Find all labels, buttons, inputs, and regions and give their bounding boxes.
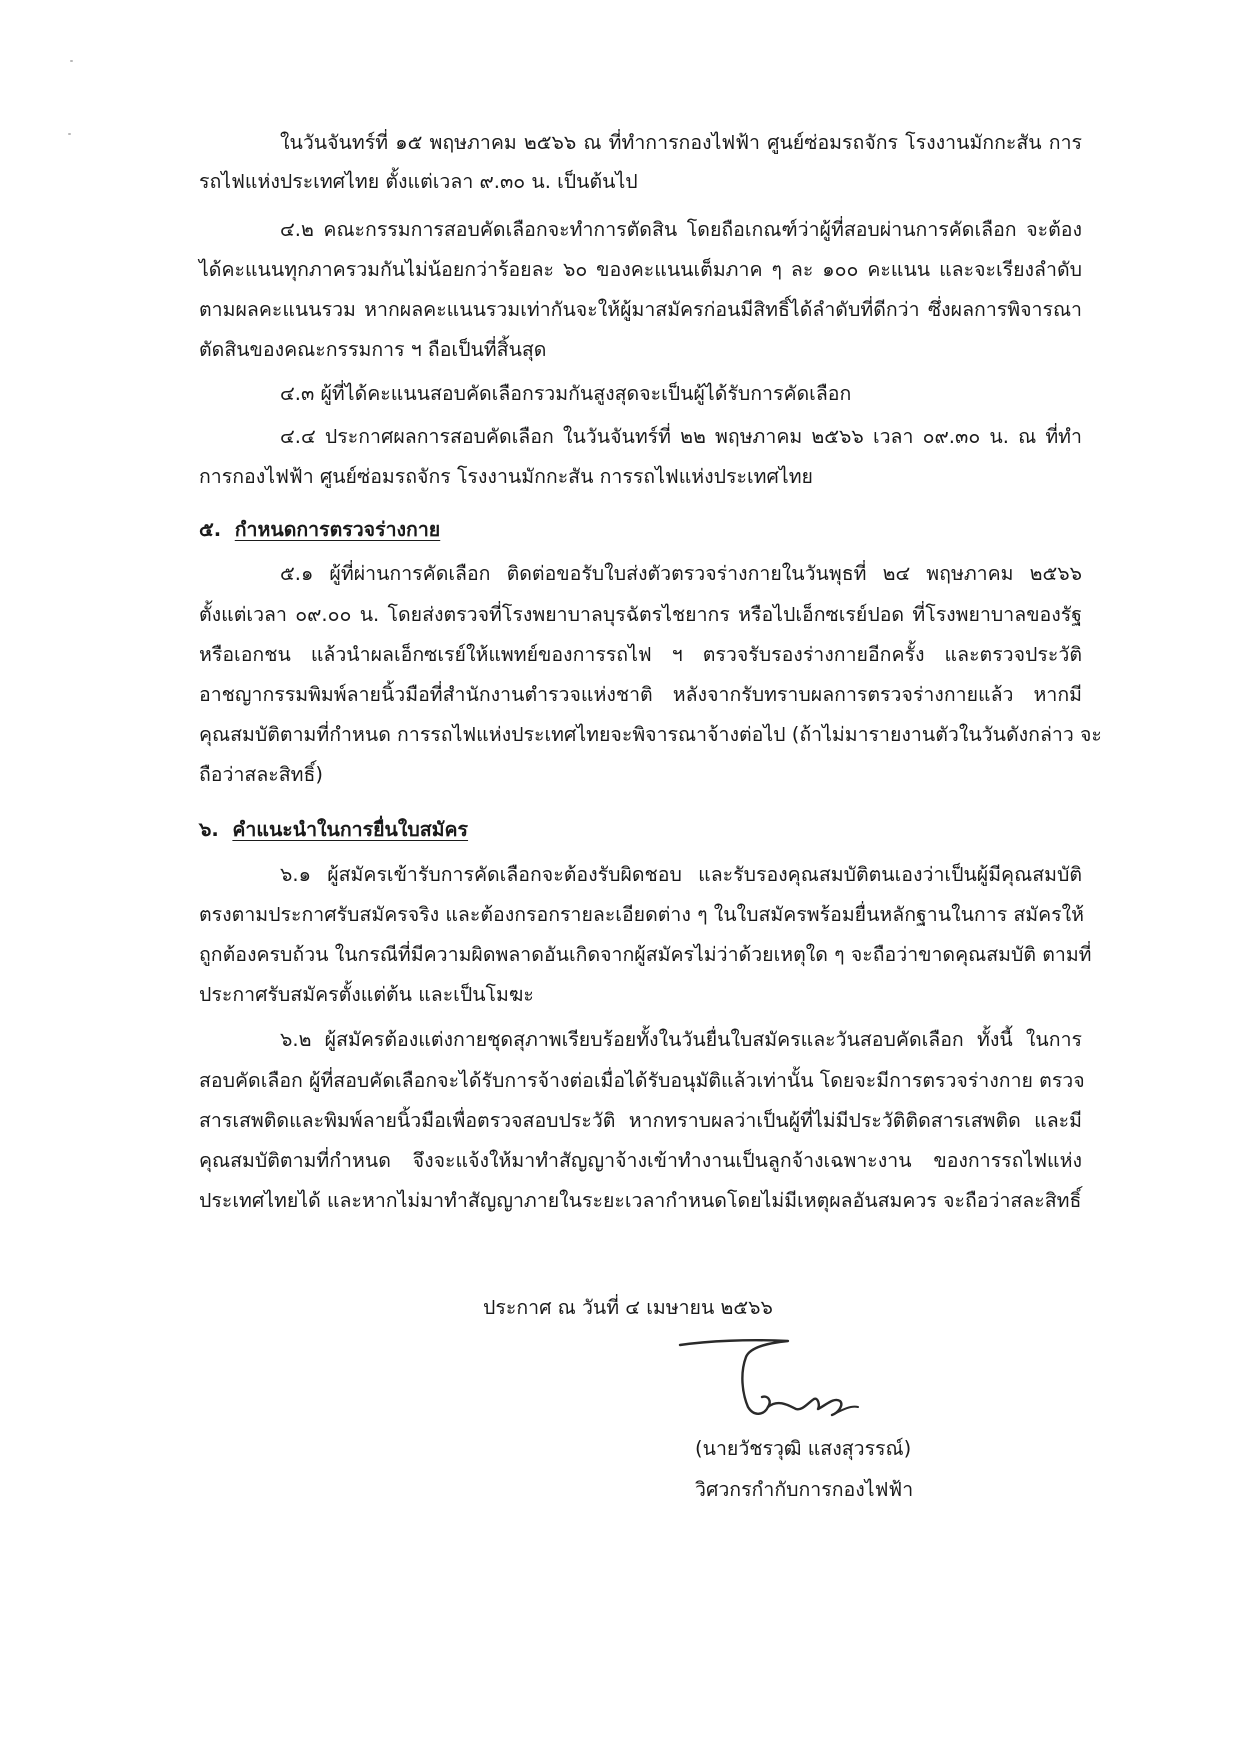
text-line: ได้คะแนนทุกภาครวมกันไม่น้อยกว่าร้อยละ ๖๐ ของคะแนนเต็มภาค ๆ ละ ๑๐๐ คะแนน และจะเรียงลำดับ xyxy=(199,258,1082,281)
text-line: ๔.๒ คณะกรรมการสอบคัดเลือกจะทำการตัดสิน โดยถือเกณฑ์ว่าผู้ที่สอบผ่านการคัดเลือก จะต้อง xyxy=(280,218,1082,241)
scan-speck xyxy=(68,133,71,135)
text-line: ตั้งแต่เวลา ๐๙.๐๐ น. โดยส่งตรวจที่โรงพยาบาลบุรฉัตรไชยากร หรือไปเอ็กซเรย์ปอด ที่โรงพยาบาลของรัฐ xyxy=(199,603,1082,626)
section-number: ๕. xyxy=(199,518,222,541)
signature-stroke xyxy=(680,1340,788,1414)
section-number: ๖. xyxy=(199,818,219,841)
text-line: ๖.๒ ผู้สมัครต้องแต่งกายชุดสุภาพเรียบร้อยทั้งในวันยื่นใบสมัครและวันสอบคัดเลือก ทั้งนี้ ในการ xyxy=(280,1028,1082,1051)
text-line: ถือว่าสละสิทธิ์) xyxy=(199,763,324,786)
text-line: สอบคัดเลือก ผู้ที่สอบคัดเลือกจะได้รับการจ้างต่อเมื่อได้รับอนุมัติแล้วเท่านั้น โดยจะมีการตรวจร่างกาย ตรวจ xyxy=(199,1069,1085,1092)
text-line: ตัดสินของคณะกรรมการ ฯ ถือเป็นที่สิ้นสุด xyxy=(199,338,547,361)
text-line: ประเทศไทยได้ และหากไม่มาทำสัญญาภายในระยะเวลากำหนดโดยไม่มีเหตุผลอันสมควร จะถือว่าสละสิทธิ์ xyxy=(199,1189,1082,1212)
signature-stroke xyxy=(832,1407,858,1415)
section-title: กำหนดการตรวจร่างกาย xyxy=(234,518,441,541)
scan-speck xyxy=(70,60,73,62)
text-line: ตามผลคะแนนรวม หากผลคะแนนรวมเท่ากันจะให้ผู้มาสมัครก่อนมีสิทธิ์ได้ลำดับที่ดีกว่า ซึ่งผลการพิจารณา xyxy=(199,298,1082,321)
text-line: หรือเอกชน แล้วนำผลเอ็กซเรย์ให้แพทย์ของการรถไฟ ฯ ตรวจรับรองร่างกายอีกครั้ง และตรวจประวัติ xyxy=(199,643,1082,666)
text-line: อาชญากรรมพิมพ์ลายนิ้วมือที่สำนักงานตำรวจแห่งชาติ หลังจากรับทราบผลการตรวจร่างกายแล้ว หากมี xyxy=(199,683,1082,706)
text-line: ตรงตามประกาศรับสมัครจริง และต้องกรอกรายละเอียดต่าง ๆ ในใบสมัครพร้อมยื่นหลักฐานในการ สมัครให้ xyxy=(199,903,1085,926)
section-title: คำแนะนำในการยื่นใบสมัคร xyxy=(232,818,469,841)
text-line: ๔.๓ ผู้ที่ได้คะแนนสอบคัดเลือกรวมกันสูงสุดจะเป็นผู้ได้รับการคัดเลือก xyxy=(280,382,852,405)
text-line: คุณสมบัติตามที่กำหนด การรถไฟแห่งประเทศไทยจะพิจารณาจ้างต่อไป (ถ้าไม่มารายงานตัวในวันดังกล่าว จะ xyxy=(199,723,1102,746)
signature-mark xyxy=(668,1335,878,1435)
announcement-date: ประกาศ ณ วันที่ ๔ เมษายน ๒๕๖๖ xyxy=(483,1296,773,1319)
text-line: ถูกต้องครบถ้วน ในกรณีที่มีความผิดพลาดอันเกิดจากผู้สมัครไม่ว่าด้วยเหตุใด ๆ จะถือว่าขาดคุณสมบัติ ตามที่ xyxy=(199,943,1092,966)
text-line: คุณสมบัติตามที่กำหนด จึงจะแจ้งให้มาทำสัญญาจ้างเข้าทำงานเป็นลูกจ้างเฉพาะงาน ของการรถไฟแห่ง xyxy=(199,1149,1082,1172)
text-line: ๔.๔ ประกาศผลการสอบคัดเลือก ในวันจันทร์ที่ ๒๒ พฤษภาคม ๒๕๖๖ เวลา ๐๙.๓๐ น. ณ ที่ทำ xyxy=(280,425,1082,448)
text-line: ๖.๑ ผู้สมัครเข้ารับการคัดเลือกจะต้องรับผิดชอบ และรับรองคุณสมบัติตนเองว่าเป็นผู้มีคุณสมบัติ xyxy=(280,863,1082,886)
text-line: สารเสพติดและพิมพ์ลายนิ้วมือเพื่อตรวจสอบประวัติ หากทราบผลว่าเป็นผู้ที่ไม่มีประวัติติดสารเสพติด และมี xyxy=(199,1109,1082,1132)
section-heading-5 xyxy=(199,517,440,543)
signer-name: (นายวัชรวุฒิ แสงสุวรรณ์) xyxy=(695,1437,912,1460)
text-line: รถไฟแห่งประเทศไทย ตั้งแต่เวลา ๙.๓๐ น. เป็นต้นไป xyxy=(199,170,638,193)
signature-stroke xyxy=(768,1399,841,1415)
text-line: ประกาศรับสมัครตั้งแต่ต้น และเป็นโมฆะ xyxy=(199,983,534,1006)
text-line: การกองไฟฟ้า ศูนย์ซ่อมรถจักร โรงงานมักกะสัน การรถไฟแห่งประเทศไทย xyxy=(199,465,813,488)
text-line: ในวันจันทร์ที่ ๑๕ พฤษภาคม ๒๕๖๖ ณ ที่ทำการกองไฟฟ้า ศูนย์ซ่อมรถจักร โรงงานมักกะสัน การ xyxy=(280,131,1082,154)
section-heading-6 xyxy=(199,817,468,843)
text-line: ๕.๑ ผู้ที่ผ่านการคัดเลือก ติดต่อขอรับใบส่งตัวตรวจร่างกายในวันพุธที่ ๒๔ พฤษภาคม ๒๕๖๖ xyxy=(280,562,1082,585)
signer-title: วิศวกรกำกับการกองไฟฟ้า xyxy=(695,1478,914,1501)
